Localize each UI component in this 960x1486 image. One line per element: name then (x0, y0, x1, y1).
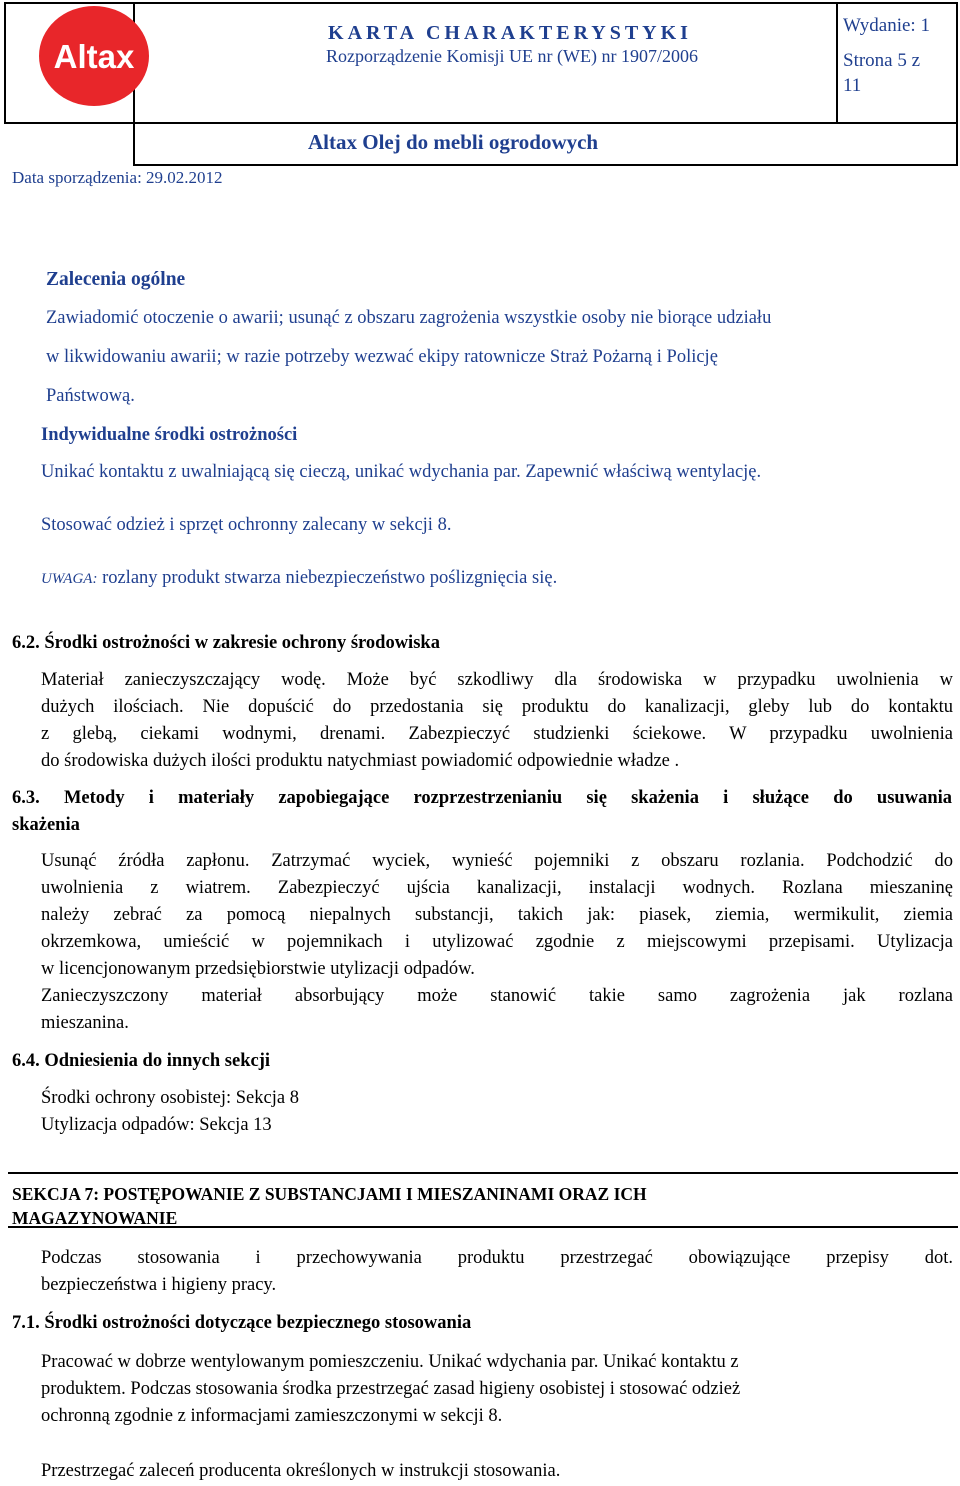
s7-intro-line-2: bezpieczeństwa i higieny pracy. (41, 1275, 277, 1295)
page-line-2: 11 (843, 75, 862, 96)
section-7-banner (8, 1172, 958, 1228)
general-line-2: w likwidowaniu awarii; w razie potrzeby wezwać ekipy ratownicze Straż Pożarną i Policję (46, 347, 718, 367)
personal-heading: Indywidualne środki ostrożności (41, 425, 298, 445)
section-6-4-heading: 6.4. Odniesienia do innych sekcji (12, 1051, 271, 1071)
section-6-3-text (41, 848, 953, 1037)
section-7-heading-line-1: SEKCJA 7: POSTĘPOWANIE Z SUBSTANCJAMI I MIESZANINAMI ORAZ ICH (12, 1184, 647, 1204)
creation-date: Data sporządzenia: 29.02.2012 (12, 168, 223, 187)
general-line-1: Zawiadomić otoczenie o awarii; usunąć z obszaru zagrożenia wszystkie osoby nie biorące udziału (46, 308, 772, 328)
edition-label: Wydanie: 1 (843, 15, 930, 36)
warning-text: rozlany produkt stwarza niebezpieczeństwo poślizgnięcia się. (97, 568, 558, 588)
s71-final-line: Przestrzegać zaleceń producenta określonych w instrukcji stosowania. (41, 1461, 561, 1481)
page-line-1: Strona 5 z (843, 50, 921, 71)
section-7-heading-line-2: MAGAZYNOWANIE (12, 1208, 178, 1228)
s63-line-1: Usunąć źródła zapłonu. Zatrzymać wyciek, wynieść pojemniki z obszaru rozlania. Podchodzić do (41, 851, 953, 871)
s71-line-3: ochronną zgodnie z informacjami zamieszczonymi w sekcji 8. (41, 1406, 503, 1426)
warning-line (41, 565, 557, 593)
section-7-1-heading: 7.1. Środki ostrożności dotyczące bezpiecznego stosowania (12, 1313, 472, 1333)
s63-line-5: w licencjonowanym przedsiębiorstwie utylizacji odpadów. (41, 959, 475, 979)
s64-line-2: Utylizacja odpadów: Sekcja 13 (41, 1115, 272, 1135)
section-7-heading (12, 1182, 647, 1230)
general-heading: Zalecenia ogólne (46, 269, 186, 290)
section-6-3-heading (12, 785, 952, 839)
logo-text: Altax (53, 38, 135, 75)
warning-label: UWAGA: (41, 571, 98, 587)
general-line-3: Państwową. (46, 386, 135, 406)
s63-line-3: należy zebrać za pomocą niepalnych substancji, takich jak: piasek, ziemia, wermikulit, ziemia (41, 905, 953, 925)
section-6-2-heading: 6.2. Środki ostrożności w zakresie ochrony środowiska (12, 633, 440, 653)
personal-line-1: Unikać kontaktu z uwalniającą się cieczą, unikać wdychania par. Zapewnić właściwą wentylację. (41, 462, 762, 482)
s7-intro-line-1: Podczas stosowania i przechowywania produktu przestrzegać obowiązujące przepisy dot. (41, 1248, 953, 1268)
personal-line-2: Stosować odzież i sprzęt ochronny zalecany w sekcji 8. (41, 515, 452, 535)
s63-line-6: Zanieczyszczony materiał absorbujący może stanowić takie samo zagrożenia jak rozlana (41, 986, 953, 1006)
regulation-line: Rozporządzenie Komisji UE nr (WE) nr 1907/2006 (326, 46, 698, 66)
s62-line-3: z glebą, ciekami wodnymi, drenami. Zabezpieczyć studzienki ściekowe. W przypadku uwolnienia (41, 724, 953, 744)
s62-line-4: do środowiska dużych ilości produktu natychmiast powiadomić odpowiednie władze . (41, 751, 680, 771)
section-6-2-text (41, 667, 953, 775)
s63-line-2: uwolnienia z wiatrem. Zabezpieczyć ujścia kanalizacji, instalacji wodnych. Rozlana mieszaninę (41, 878, 953, 898)
product-name: Altax Olej do mebli ogrodowych (308, 130, 599, 154)
altax-logo (36, 4, 152, 108)
s63-line-4: okrzemkowa, umieścić w pojemnikach i utylizować zgodnie z miejscowymi przepisami. Utylizacja (41, 932, 953, 952)
s63-heading-line-1: 6.3. Metody i materiały zapobiegające rozprzestrzenianiu się skażenia i służące do usuwania (12, 788, 952, 808)
s63-heading-line-2: skażenia (12, 815, 80, 835)
s63-line-7: mieszanina. (41, 1013, 129, 1033)
s62-line-2: dużych ilościach. Nie dopuścić do przedostania się produktu do kanalizacji, gleby lub do kontaktu (41, 697, 953, 717)
s64-line-1: Środki ochrony osobistej: Sekcja 8 (41, 1088, 299, 1108)
s71-line-2: produktem. Podczas stosowania środka przestrzegać zasad higieny osobistej i stosować odzież (41, 1379, 741, 1399)
s71-line-1: Pracować w dobrze wentylowanym pomieszczeniu. Unikać wdychania par. Unikać kontaktu z (41, 1352, 739, 1372)
section-7-intro (41, 1245, 953, 1299)
s62-line-1: Materiał zanieczyszczający wodę. Może być szkodliwy dla środowiska w przypadku uwolnienia w (41, 670, 953, 690)
card-title: KARTA CHARAKTERYSTYKI (328, 22, 692, 44)
page-number (843, 48, 943, 98)
